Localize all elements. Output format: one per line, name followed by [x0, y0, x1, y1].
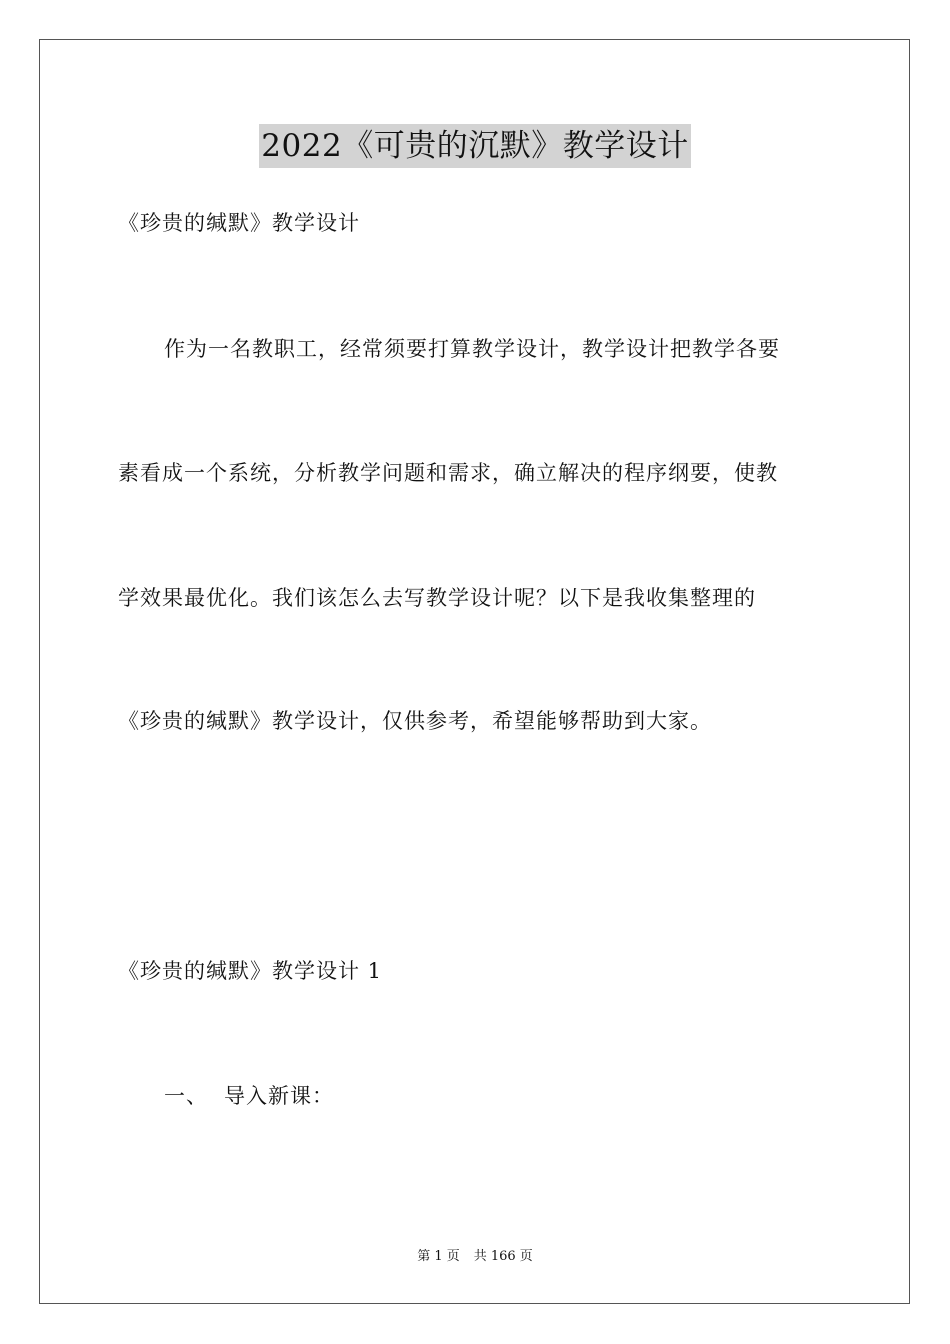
paragraph-line: 学效果最优化。我们该怎么去写教学设计呢？以下是我收集整理的 [118, 586, 756, 610]
paragraph-line: 《珍贵的缄默》教学设计，仅供参考，希望能够帮助到大家。 [118, 709, 712, 733]
list-item [164, 1081, 334, 1111]
document-title: 2022《可贵的沉默》教学设计 [259, 124, 690, 168]
list-item-number: 一、 [164, 1084, 208, 1108]
paragraph-line: 作为一名教职工，经常须要打算教学设计，教学设计把教学各要 [164, 337, 780, 361]
page-total: 共 166 页 [473, 1249, 533, 1264]
list-item-text: 导入新课： [224, 1084, 334, 1108]
page-footer [0, 1248, 950, 1266]
page-number: 第 1 页 [417, 1249, 460, 1264]
paragraph-line: 素看成一个系统，分析教学问题和需求，确立解决的程序纲要，使教 [118, 461, 778, 485]
section-heading: 《珍贵的缄默》教学设计 1 [118, 959, 383, 983]
document-subtitle: 《珍贵的缄默》教学设计 [118, 211, 360, 235]
title-container [0, 124, 950, 168]
